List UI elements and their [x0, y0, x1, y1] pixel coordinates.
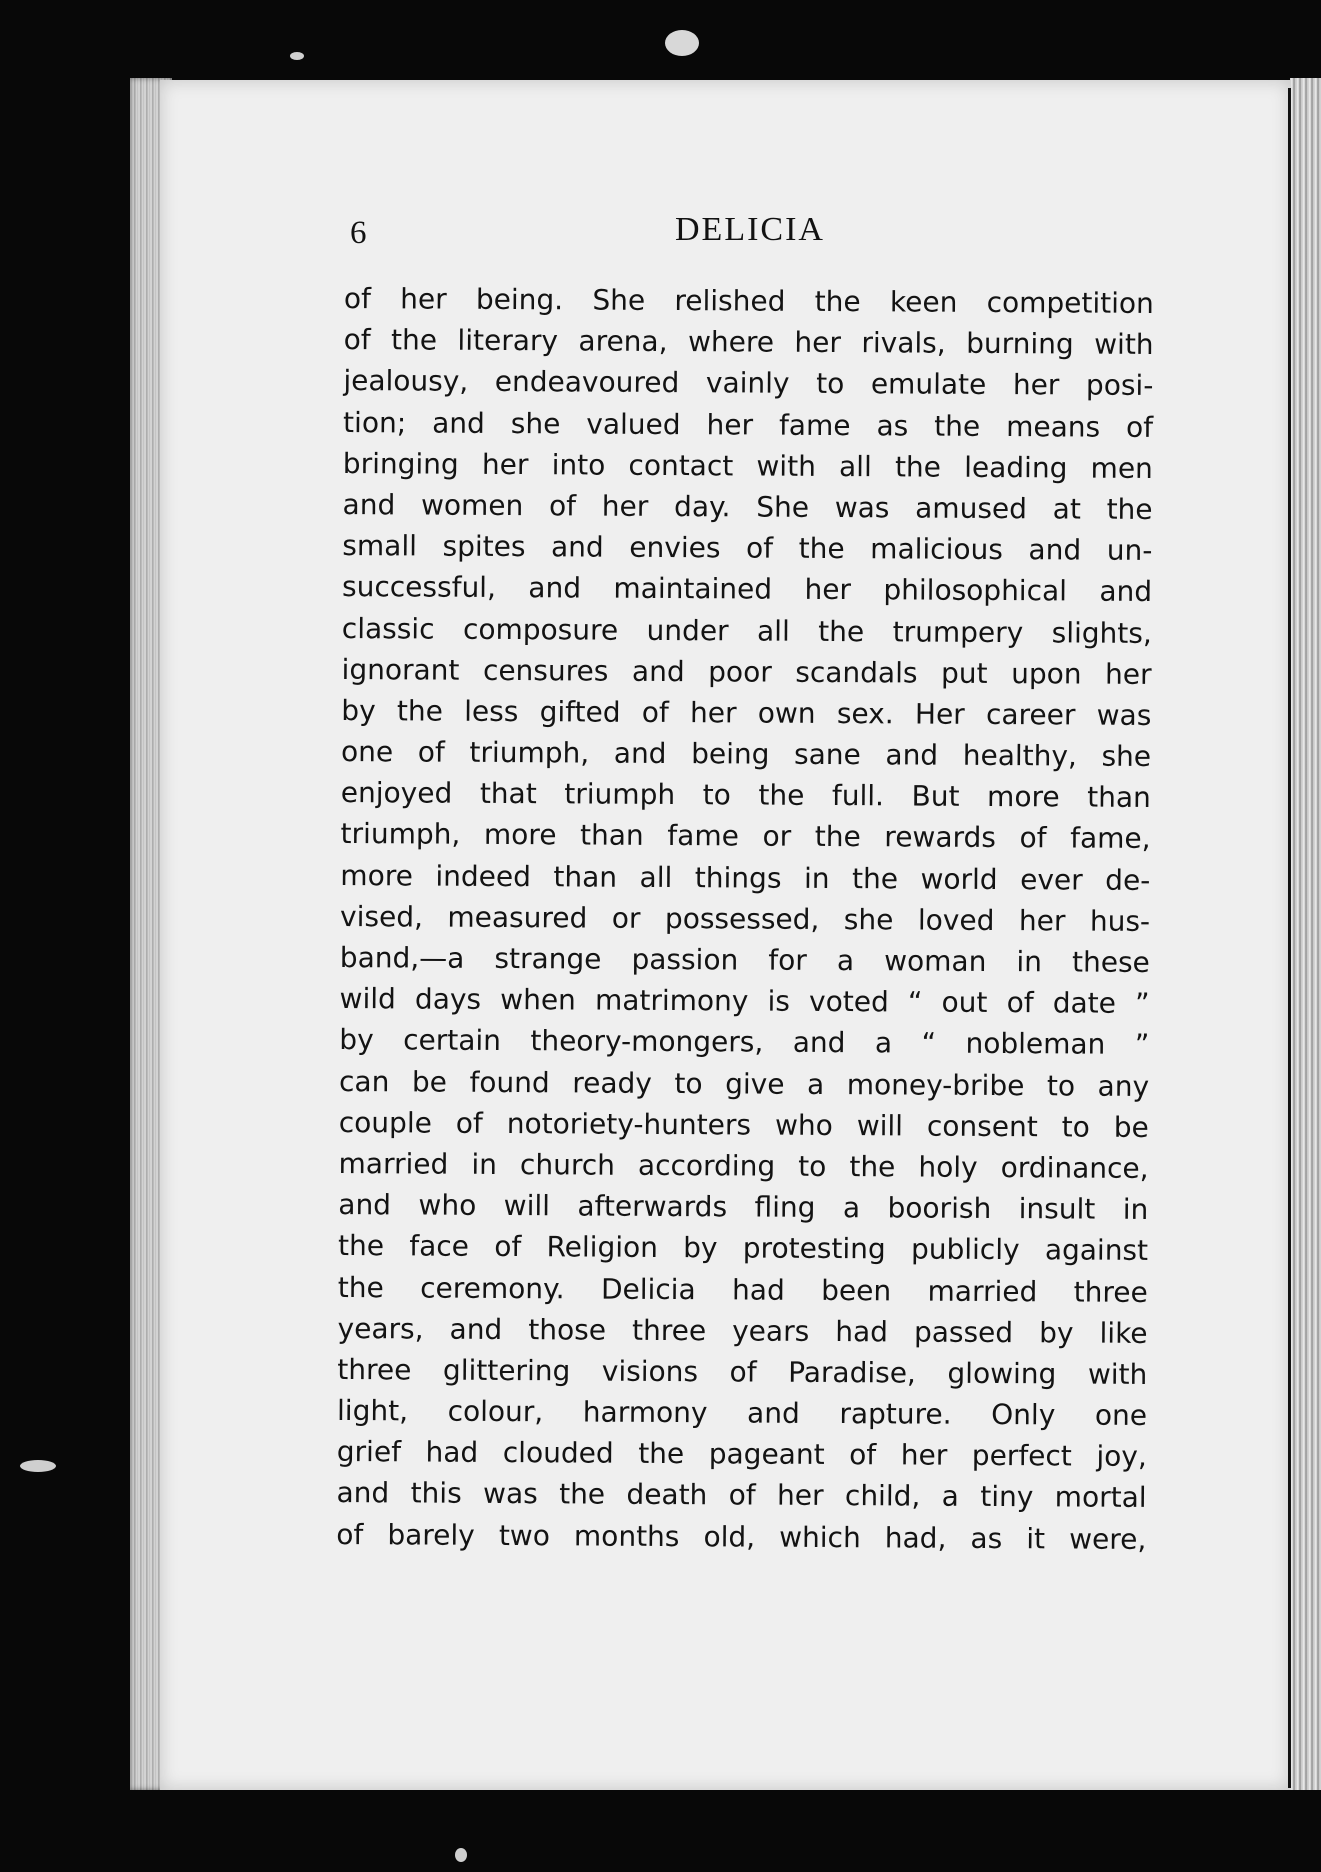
text-line: three glittering visions of Paradise, glowing with: [337, 1352, 1148, 1391]
text-line: ignorant censures and poor scandals put upon her: [341, 652, 1152, 691]
scan-speck: [455, 1848, 467, 1862]
text-line: can be found ready to give a money-bribe to any: [338, 1064, 1150, 1103]
facing-page-edge: [1290, 78, 1321, 1790]
text-line: enjoyed that triumph to the full. But more than: [340, 776, 1151, 815]
text-line: successful, and maintained her philosophical and: [342, 570, 1153, 609]
text-line: and this was the death of her child, a tiny mortal: [336, 1476, 1147, 1515]
text-line: vised, measured or possessed, she loved her hus-: [340, 899, 1151, 938]
text-line: by certain theory-mongers, and a “ nobleman ”: [339, 1023, 1150, 1062]
text-line: and women of her day. She was amused at the: [342, 487, 1153, 526]
text-line: and who will afterwards fling a boorish insult in: [338, 1188, 1149, 1227]
text-line: years, and those three years had passed by like: [337, 1311, 1148, 1350]
text-line: triumph, more than fame or the rewards of fame,: [340, 817, 1151, 856]
page-header: [350, 205, 1180, 265]
scan-speck: [290, 52, 304, 60]
gutter-shadow: [1288, 88, 1291, 1788]
text-line: small spites and envies of the malicious and un-: [342, 529, 1153, 568]
scan-speck: [20, 1460, 56, 1472]
text-line: band,—a strange passion for a woman in these: [339, 940, 1150, 979]
text-line: classic composure under all the trumpery slights,: [341, 611, 1152, 650]
text-line: married in church according to the holy ordinance,: [338, 1146, 1149, 1185]
text-line: couple of notoriety-hunters who will consent to be: [338, 1105, 1149, 1144]
text-line: wild days when matrimony is voted “ out of date ”: [339, 982, 1150, 1021]
scan-speck: [665, 30, 699, 56]
text-line: the ceremony. Delicia had been married three: [337, 1270, 1148, 1309]
text-line: grief had clouded the pageant of her perfect joy,: [336, 1435, 1147, 1474]
text-line: light, colour, harmony and rapture. Only one: [336, 1394, 1148, 1432]
text-line: one of triumph, and being sane and healthy, she: [341, 735, 1152, 774]
text-line: the face of Religion by protesting publicly against: [337, 1229, 1149, 1268]
body-text: [336, 278, 1154, 1560]
text-line: of barely two months old, which had, as it were,: [336, 1517, 1147, 1556]
text-line: of the literary arena, where her rivals, burning with: [343, 323, 1154, 362]
text-line: of her being. She relished the keen competition: [343, 281, 1154, 320]
text-line: bringing her into contact with all the leading men: [342, 446, 1153, 485]
text-line: jealousy, endeavoured vainly to emulate her posi-: [343, 364, 1154, 403]
text-line: more indeed than all things in the world ever de-: [340, 858, 1151, 897]
text-line: tion; and she valued her fame as the means of: [343, 405, 1154, 444]
running-title: DELICIA: [675, 211, 825, 248]
page-number: 6: [350, 215, 367, 251]
text-line: by the less gifted of her own sex. Her career was: [341, 693, 1152, 732]
